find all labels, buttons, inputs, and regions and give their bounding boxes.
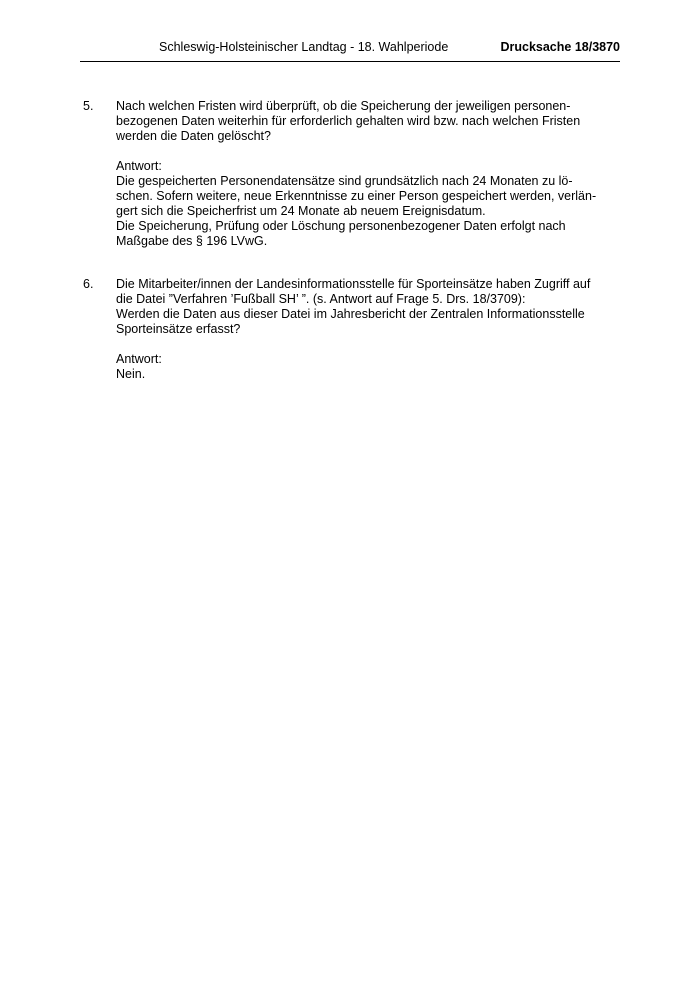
question-line: bezogenen Daten weiterhin für erforderlich gehalten wird bzw. nach welchen Fristen — [116, 114, 581, 128]
question-line: Sporteinsätze erfasst? — [116, 322, 241, 336]
answer-line: Die gespeicherten Personendatensätze sind grundsätzlich nach 24 Monaten zu lö- — [116, 174, 573, 188]
spacer — [116, 337, 621, 352]
answer-line: gert sich die Speicherfrist um 24 Monate ab neuem Ereignisdatum. — [116, 204, 486, 218]
question-number: 5. — [83, 99, 94, 113]
page-header — [80, 0, 620, 62]
answer-label: Antwort: — [116, 352, 162, 366]
answer-line: schen. Sofern weitere, neue Erkenntnisse zu einer Person gespeichert werden, verlän- — [116, 189, 597, 203]
answer-label: Antwort: — [116, 159, 162, 173]
answer-line: Maßgabe des § 196 LVwG. — [116, 234, 268, 248]
question-line: Nach welchen Fristen wird überprüft, ob die Speicherung der jeweiligen personen- — [116, 99, 571, 113]
answer-line: Die Speicherung, Prüfung oder Löschung personenbezogener Daten erfolgt nach — [116, 219, 566, 233]
question-body — [116, 99, 621, 249]
question-line: Die Mitarbeiter/innen der Landesinformationsstelle für Sporteinsätze haben Zugriff auf — [116, 277, 591, 291]
question-number: 6. — [83, 277, 94, 291]
answer-line: Nein. — [116, 367, 146, 381]
header-title: Schleswig-Holsteinischer Landtag - 18. Wahlperiode — [159, 40, 449, 54]
question-line: Werden die Daten aus dieser Datei im Jahresbericht der Zentralen Informationsstelle — [116, 307, 585, 321]
question-line: werden die Daten gelöscht? — [116, 129, 271, 143]
spacer — [116, 144, 621, 159]
document-number: Drucksache 18/3870 — [500, 40, 620, 54]
question-line: die Datei ”Verfahren ’Fußball SH’ ”. (s. Antwort auf Frage 5. Drs. 18/3709): — [116, 292, 526, 306]
question-body — [116, 277, 621, 382]
